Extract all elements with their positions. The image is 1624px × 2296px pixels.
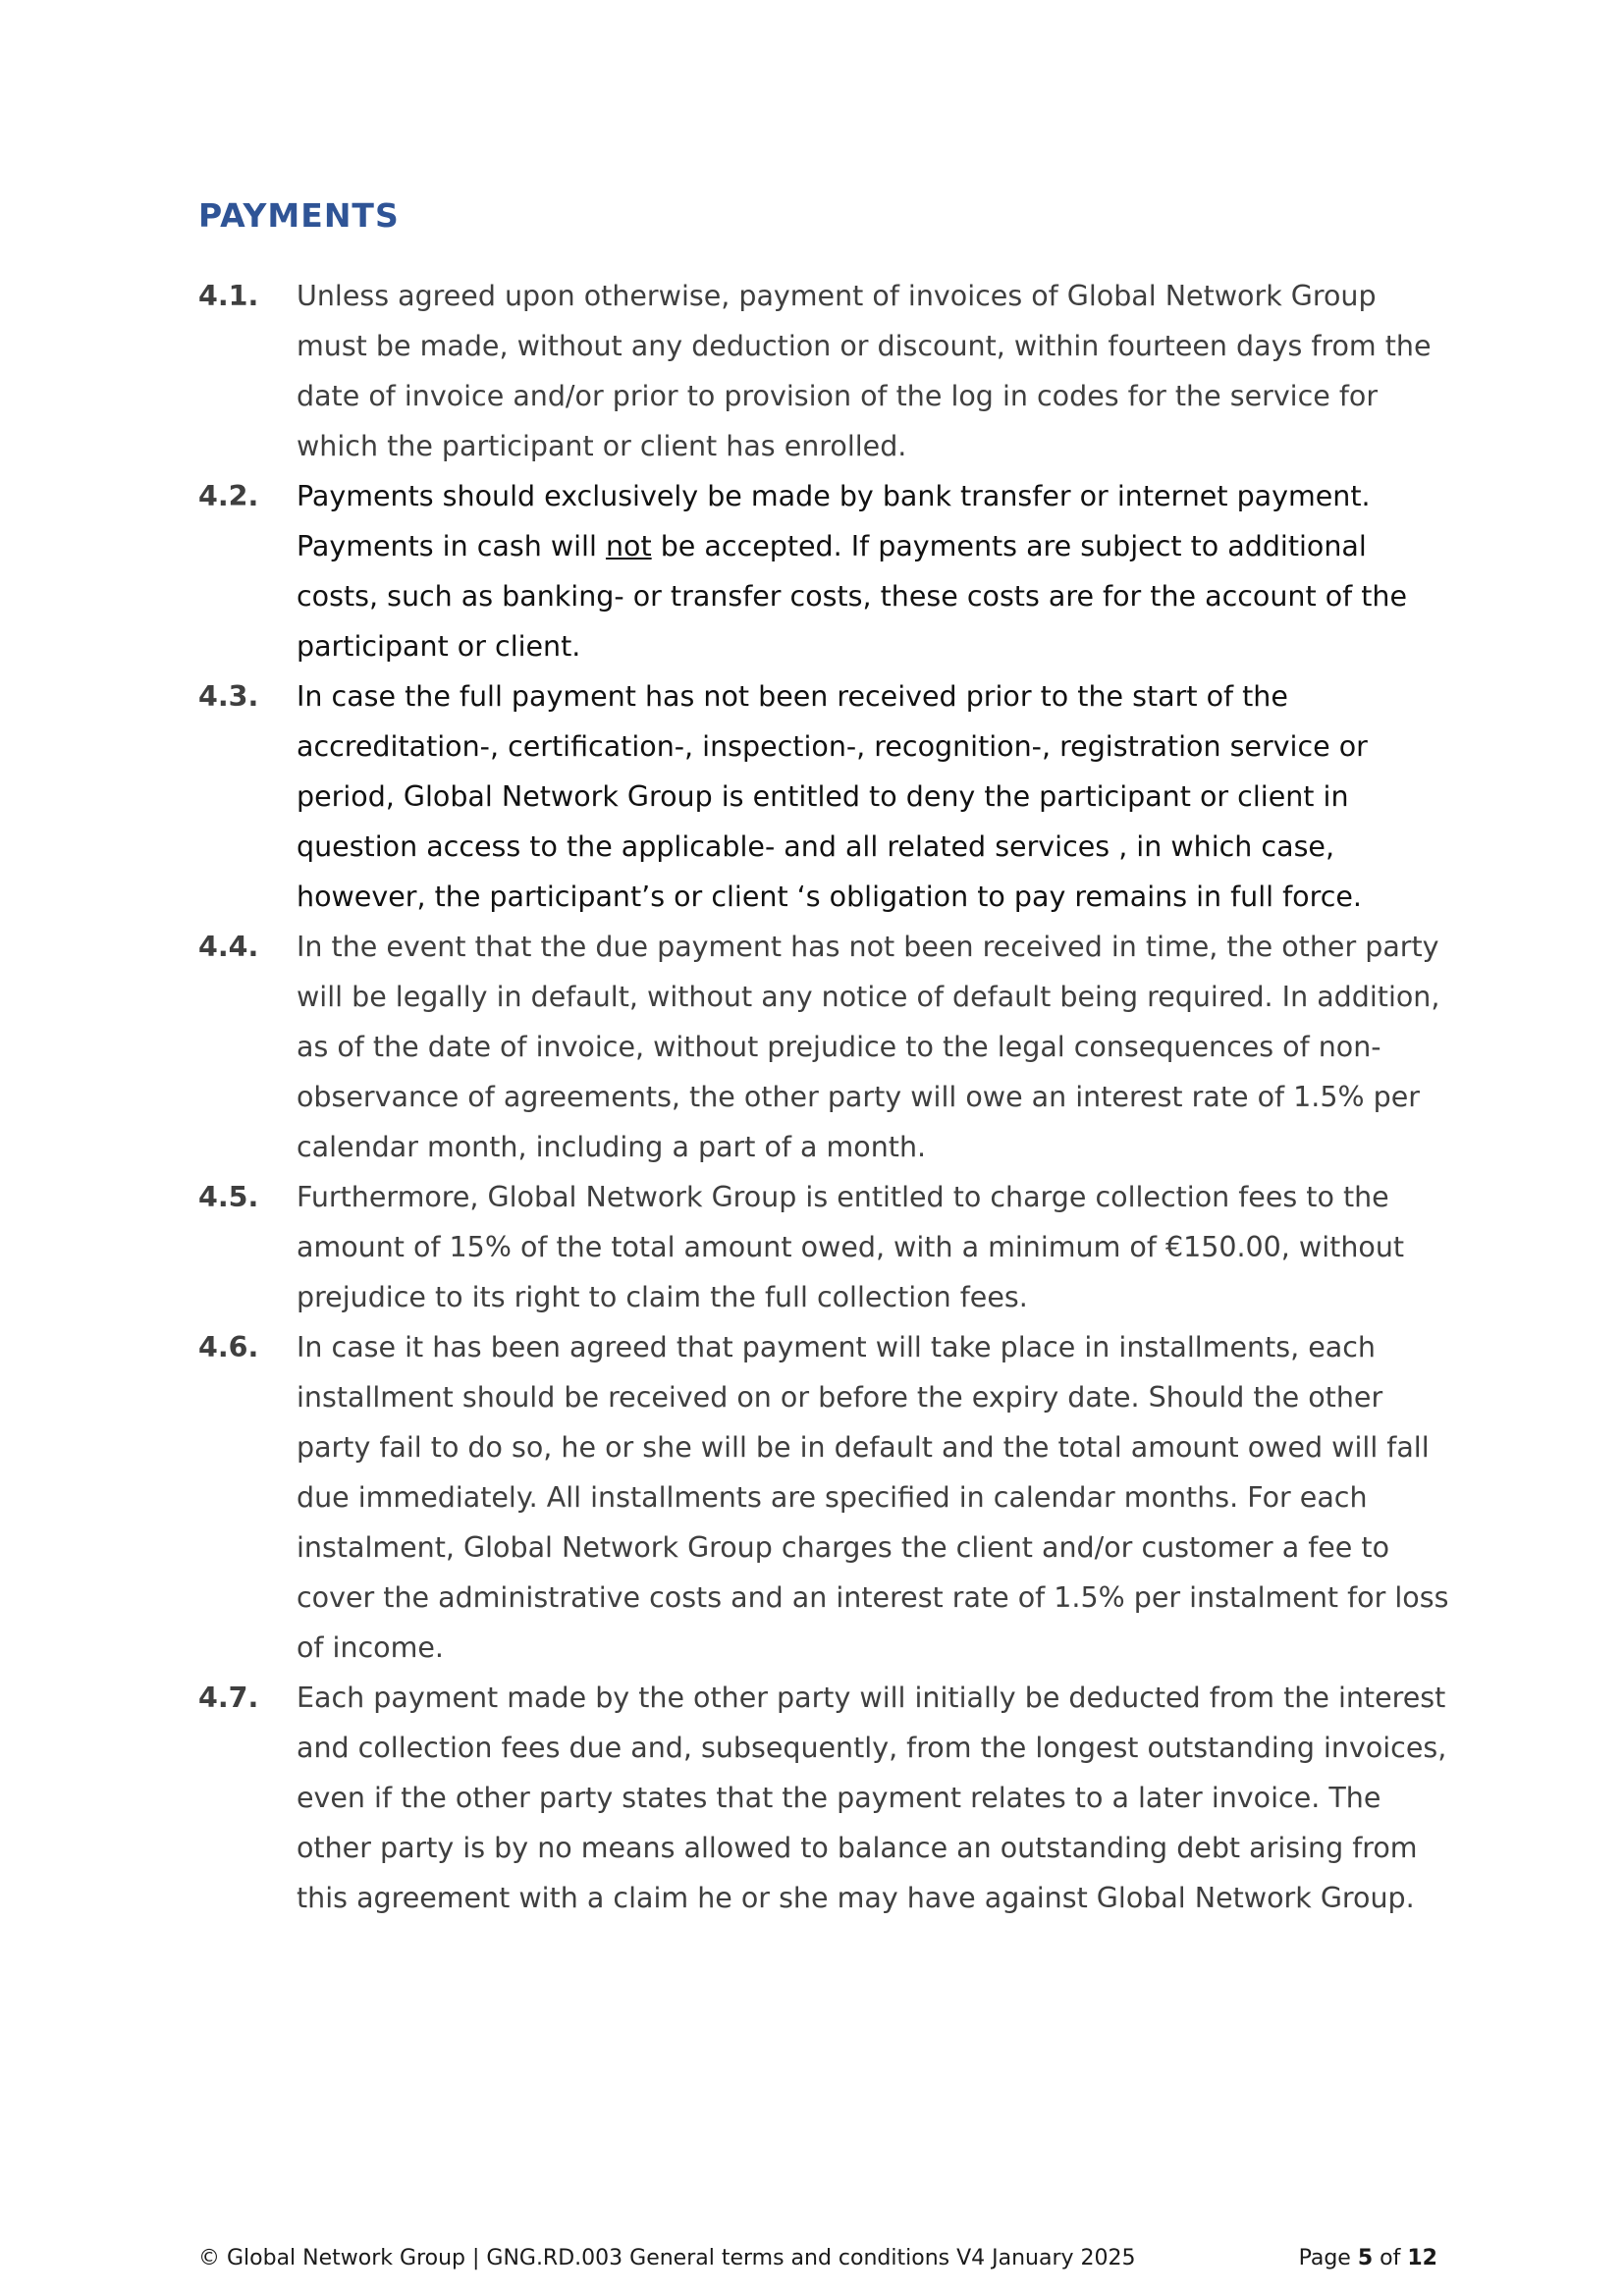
- clause-number: 4.3.: [198, 680, 259, 713]
- clause-number: 4.4.: [198, 931, 259, 963]
- clause-4-2: [198, 471, 1455, 671]
- clause-text: In case it has been agreed that payment will take place in installments, each installment should be received on or before the expiry date. Should the other party fail to do so, he or she will be in default and the total amount owed will fall due immediately. All installments are specified in calendar months. For each instalment, Global Network Group charges the client and/or customer a fee to cover the administrative costs and an interest rate of 1.5% per instalment for loss of income.: [297, 1331, 1449, 1664]
- page-of-label: of: [1380, 2246, 1401, 2270]
- page-number: [1299, 2246, 1437, 2270]
- clause-number: 4.5.: [198, 1181, 259, 1213]
- clause-4-5: [198, 1172, 1455, 1322]
- clause-list: [198, 271, 1455, 1923]
- clause-number: 4.2.: [198, 480, 259, 512]
- page-label: Page: [1298, 2246, 1351, 2270]
- clause-4-4: [198, 922, 1455, 1172]
- clause-number: 4.7.: [198, 1682, 259, 1714]
- footer-document-info: © Global Network Group | GNG.RD.003 General terms and conditions V4 January 2025: [198, 2246, 1136, 2270]
- clause-4-3: [198, 671, 1455, 922]
- clause-text: [297, 471, 1455, 671]
- clause-text: Furthermore, Global Network Group is entitled to charge collection fees to the amount of 15% of the total amount owed, with a minimum of €150.00, without prejudice to its right to claim the full collection fees.: [297, 1181, 1405, 1313]
- clause-text: In the event that the due payment has not been received in time, the other party will be legally in default, without any notice of default being required. In addition, as of the date of invoice, without prejudice to the legal consequences of non-observance of agreements, the other party will owe an interest rate of 1.5% per calendar month, including a part of a month.: [297, 931, 1440, 1163]
- page-current: 5: [1357, 2246, 1374, 2270]
- clause-4-7: [198, 1673, 1455, 1923]
- clause-number: 4.1.: [198, 280, 259, 312]
- clause-text-part: be accepted. If payments are subject to additional costs, such as banking- or transfer costs, these costs are for the account of the participant or client.: [297, 530, 1408, 663]
- page-total: 12: [1407, 2246, 1437, 2270]
- clause-text: Unless agreed upon otherwise, payment of invoices of Global Network Group must be made, without any deduction or discount, within fourteen days from the date of invoice and/or prior to provision of the log in codes for the service for which the participant or client has enrolled.: [297, 280, 1432, 462]
- clause-number: 4.6.: [198, 1331, 259, 1363]
- underlined-word: not: [605, 530, 652, 562]
- clause-text: In case the full payment has not been received prior to the start of the accreditation-, certification-, inspection-, recognition-, registration service or period, Global Network Group is entitled to deny the participant or client in question access to the applicable- and all related services , in which case, however, the participant’s or client ‘s obligation to pay remains in full force.: [297, 680, 1368, 913]
- clause-text: Each payment made by the other party will initially be deducted from the interest and collection fees due and, subsequently, from the longest outstanding invoices, even if the other party states that the payment relates to a later invoice. The other party is by no means allowed to balance an outstanding debt arising from this agreement with a claim he or she may have against Global Network Group.: [297, 1682, 1447, 1914]
- clause-text-part: Payments should exclusively be made by bank transfer or internet payment. Payments in cash will: [297, 480, 1371, 562]
- clause-4-6: [198, 1322, 1455, 1673]
- section-heading: PAYMENTS: [198, 196, 400, 235]
- clause-4-1: [198, 271, 1455, 471]
